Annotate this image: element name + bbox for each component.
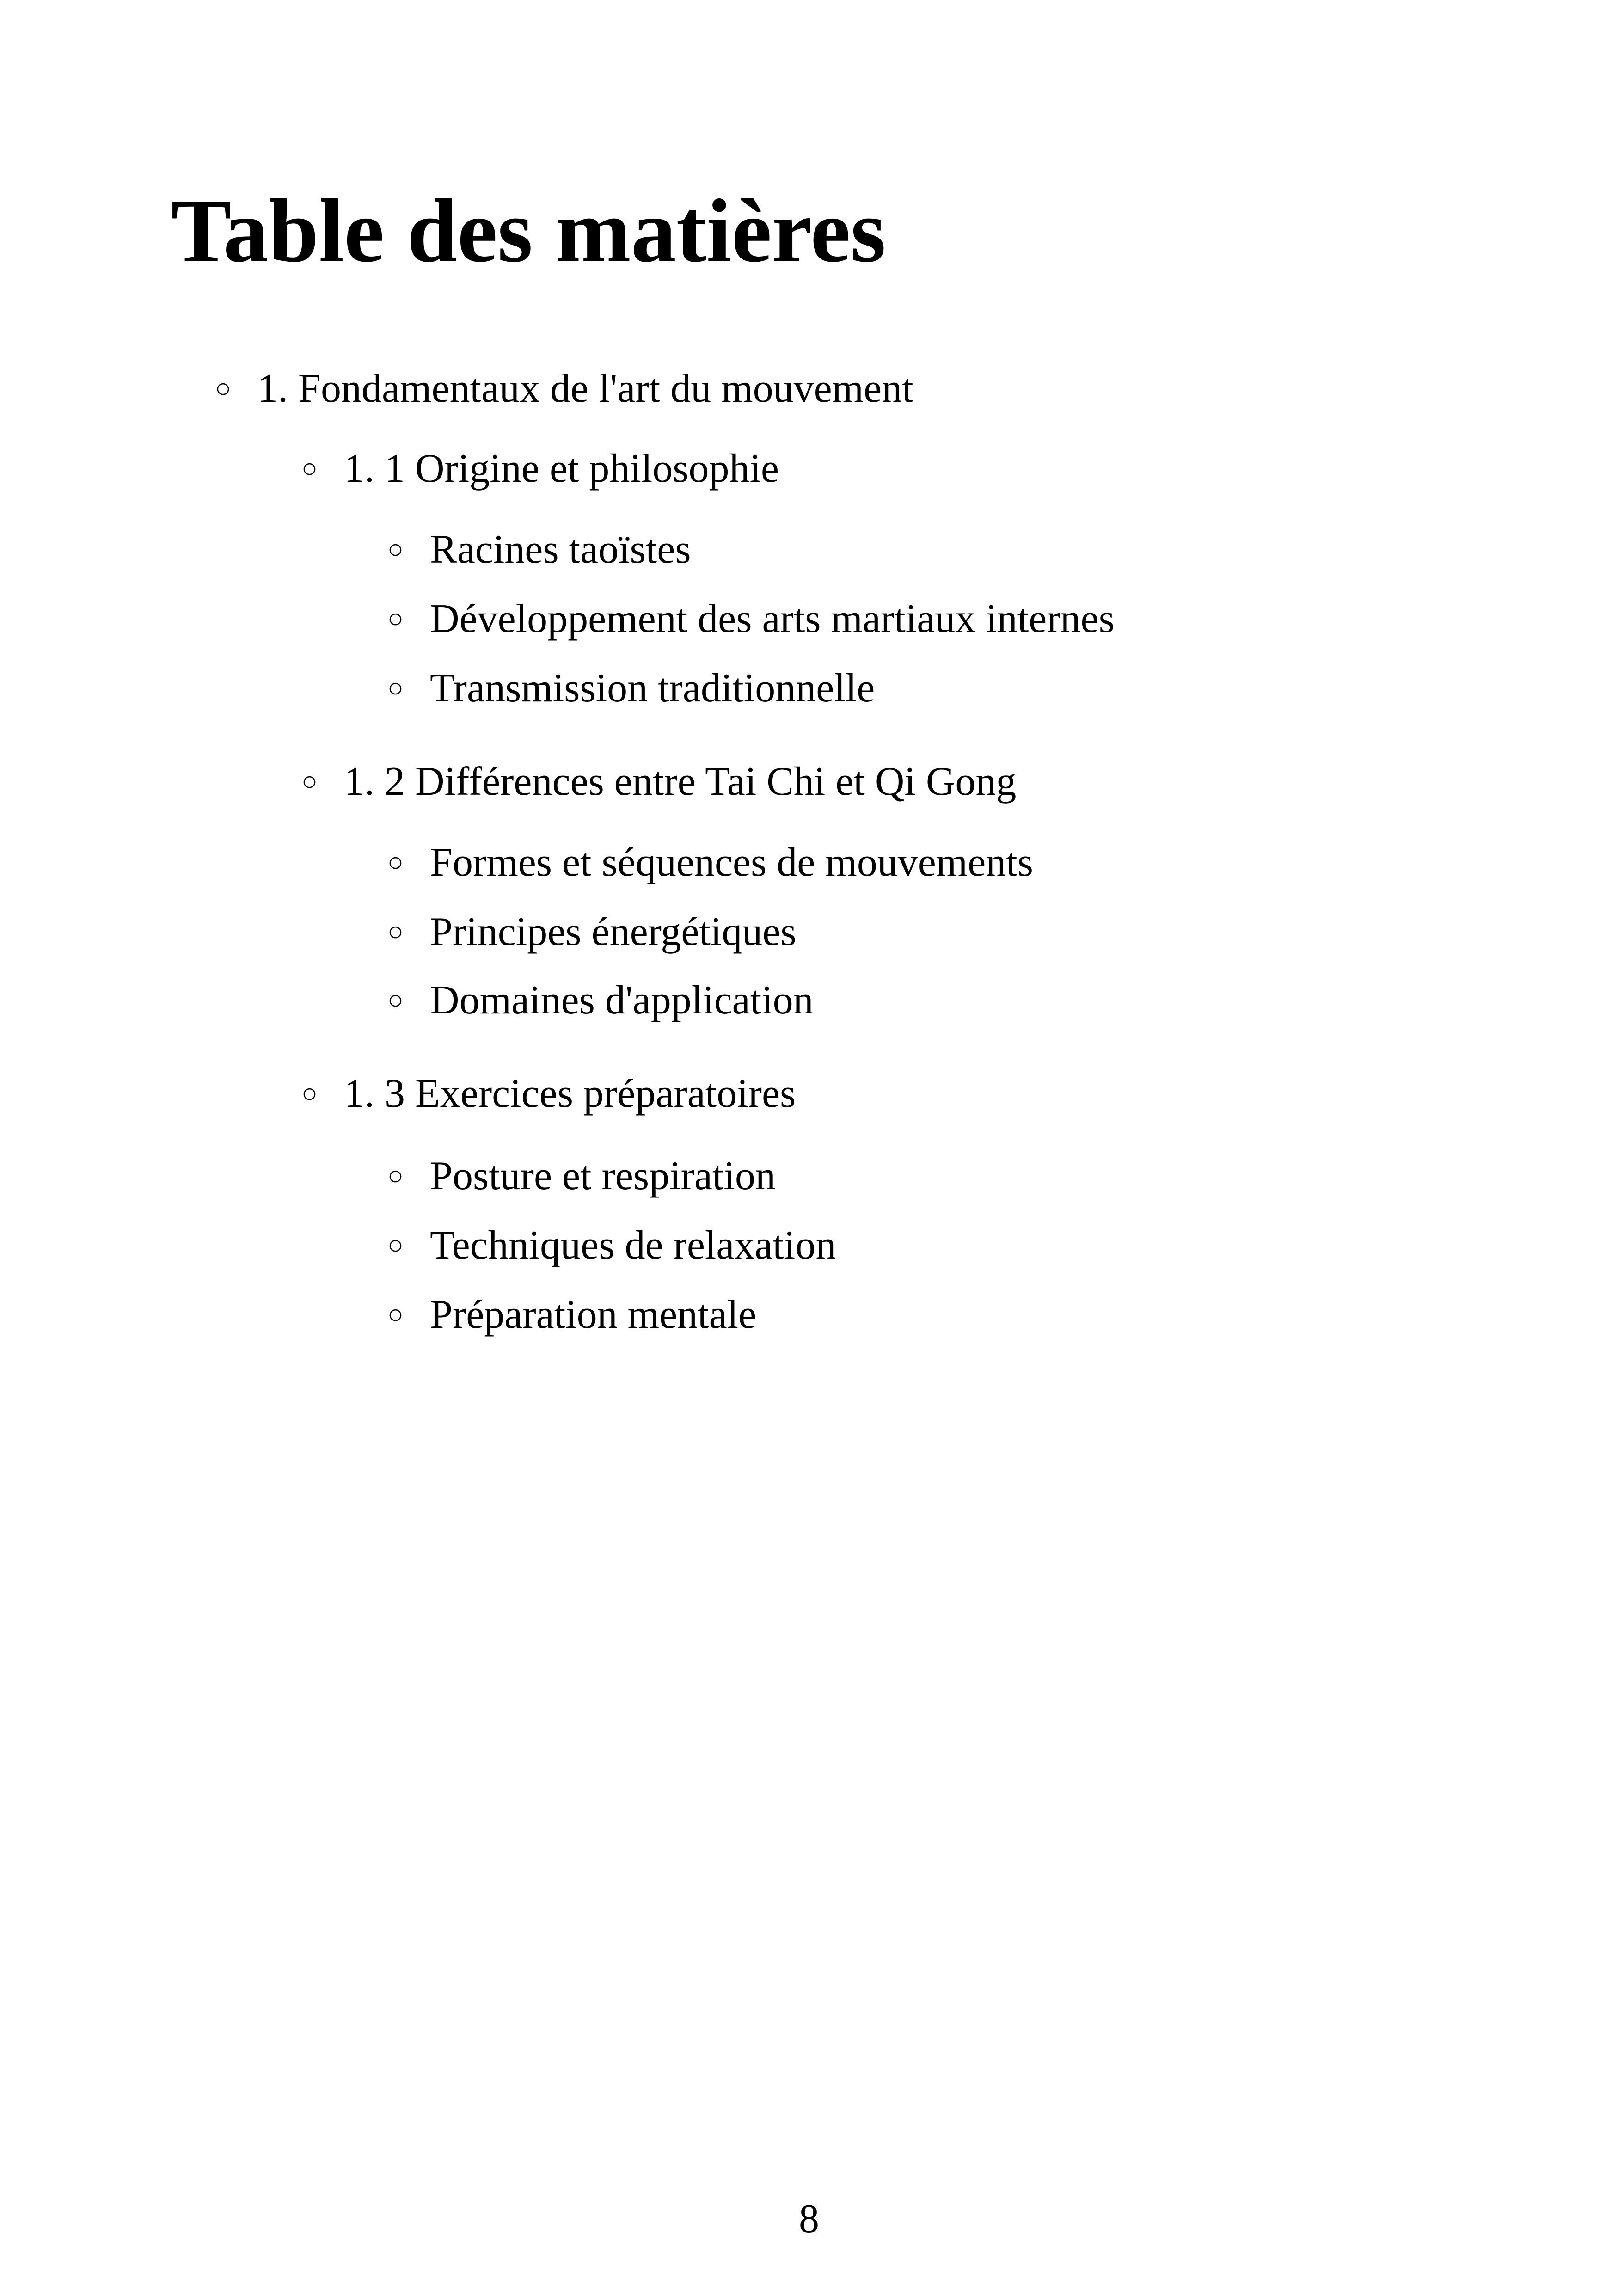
toc-item-racines-taoistes[interactable] bbox=[387, 526, 691, 573]
circle-bullet-icon: ○ bbox=[387, 847, 404, 877]
circle-bullet-icon: ○ bbox=[301, 1078, 318, 1108]
toc-entry-label: 1. Fondamentaux de l'art du mouvement bbox=[257, 366, 913, 411]
toc-item-formes-sequences[interactable] bbox=[387, 839, 1033, 886]
toc-chapter-1[interactable] bbox=[215, 365, 913, 412]
circle-bullet-icon: ○ bbox=[387, 1160, 404, 1191]
toc-entry-label: 1. 1 Origine et philosophie bbox=[344, 446, 779, 491]
circle-bullet-icon: ○ bbox=[387, 1230, 404, 1260]
toc-item-techniques-relaxation[interactable] bbox=[387, 1222, 836, 1269]
toc-entry-label: 1. 3 Exercices préparatoires bbox=[344, 1071, 796, 1116]
toc-section-1-3[interactable] bbox=[301, 1070, 796, 1117]
toc-entry-label: Principes énergétiques bbox=[430, 909, 797, 954]
page-title: Table des matières bbox=[171, 181, 886, 281]
toc-entry-label: Développement des arts martiaux internes bbox=[430, 596, 1115, 641]
toc-item-domaines-application[interactable] bbox=[387, 977, 814, 1024]
toc-section-1-2[interactable] bbox=[301, 758, 1016, 805]
circle-bullet-icon: ○ bbox=[215, 373, 232, 403]
circle-bullet-icon: ○ bbox=[301, 766, 318, 796]
toc-entry-label: Domaines d'application bbox=[430, 978, 814, 1023]
toc-item-transmission-traditionnelle[interactable] bbox=[387, 665, 875, 712]
circle-bullet-icon: ○ bbox=[387, 916, 404, 946]
toc-section-1-1[interactable] bbox=[301, 445, 779, 492]
toc-item-preparation-mentale[interactable] bbox=[387, 1291, 756, 1338]
toc-entry-label: 1. 2 Différences entre Tai Chi et Qi Gong bbox=[344, 759, 1017, 804]
toc-item-developpement-arts-martiaux[interactable] bbox=[387, 595, 1115, 642]
circle-bullet-icon: ○ bbox=[301, 453, 318, 483]
toc-entry-label: Posture et respiration bbox=[430, 1154, 776, 1198]
toc-entry-label: Techniques de relaxation bbox=[430, 1223, 836, 1268]
toc-entry-label: Préparation mentale bbox=[430, 1292, 757, 1337]
circle-bullet-icon: ○ bbox=[387, 534, 404, 564]
toc-item-posture-respiration[interactable] bbox=[387, 1153, 776, 1199]
circle-bullet-icon: ○ bbox=[387, 673, 404, 703]
toc-item-principes-energetiques[interactable] bbox=[387, 909, 797, 955]
circle-bullet-icon: ○ bbox=[387, 1299, 404, 1329]
circle-bullet-icon: ○ bbox=[387, 603, 404, 633]
toc-entry-label: Transmission traditionnelle bbox=[430, 666, 875, 711]
page-number: 8 bbox=[799, 2197, 819, 2241]
toc-entry-label: Formes et séquences de mouvements bbox=[430, 840, 1034, 885]
toc-entry-label: Racines taoïstes bbox=[430, 527, 691, 572]
circle-bullet-icon: ○ bbox=[387, 985, 404, 1015]
